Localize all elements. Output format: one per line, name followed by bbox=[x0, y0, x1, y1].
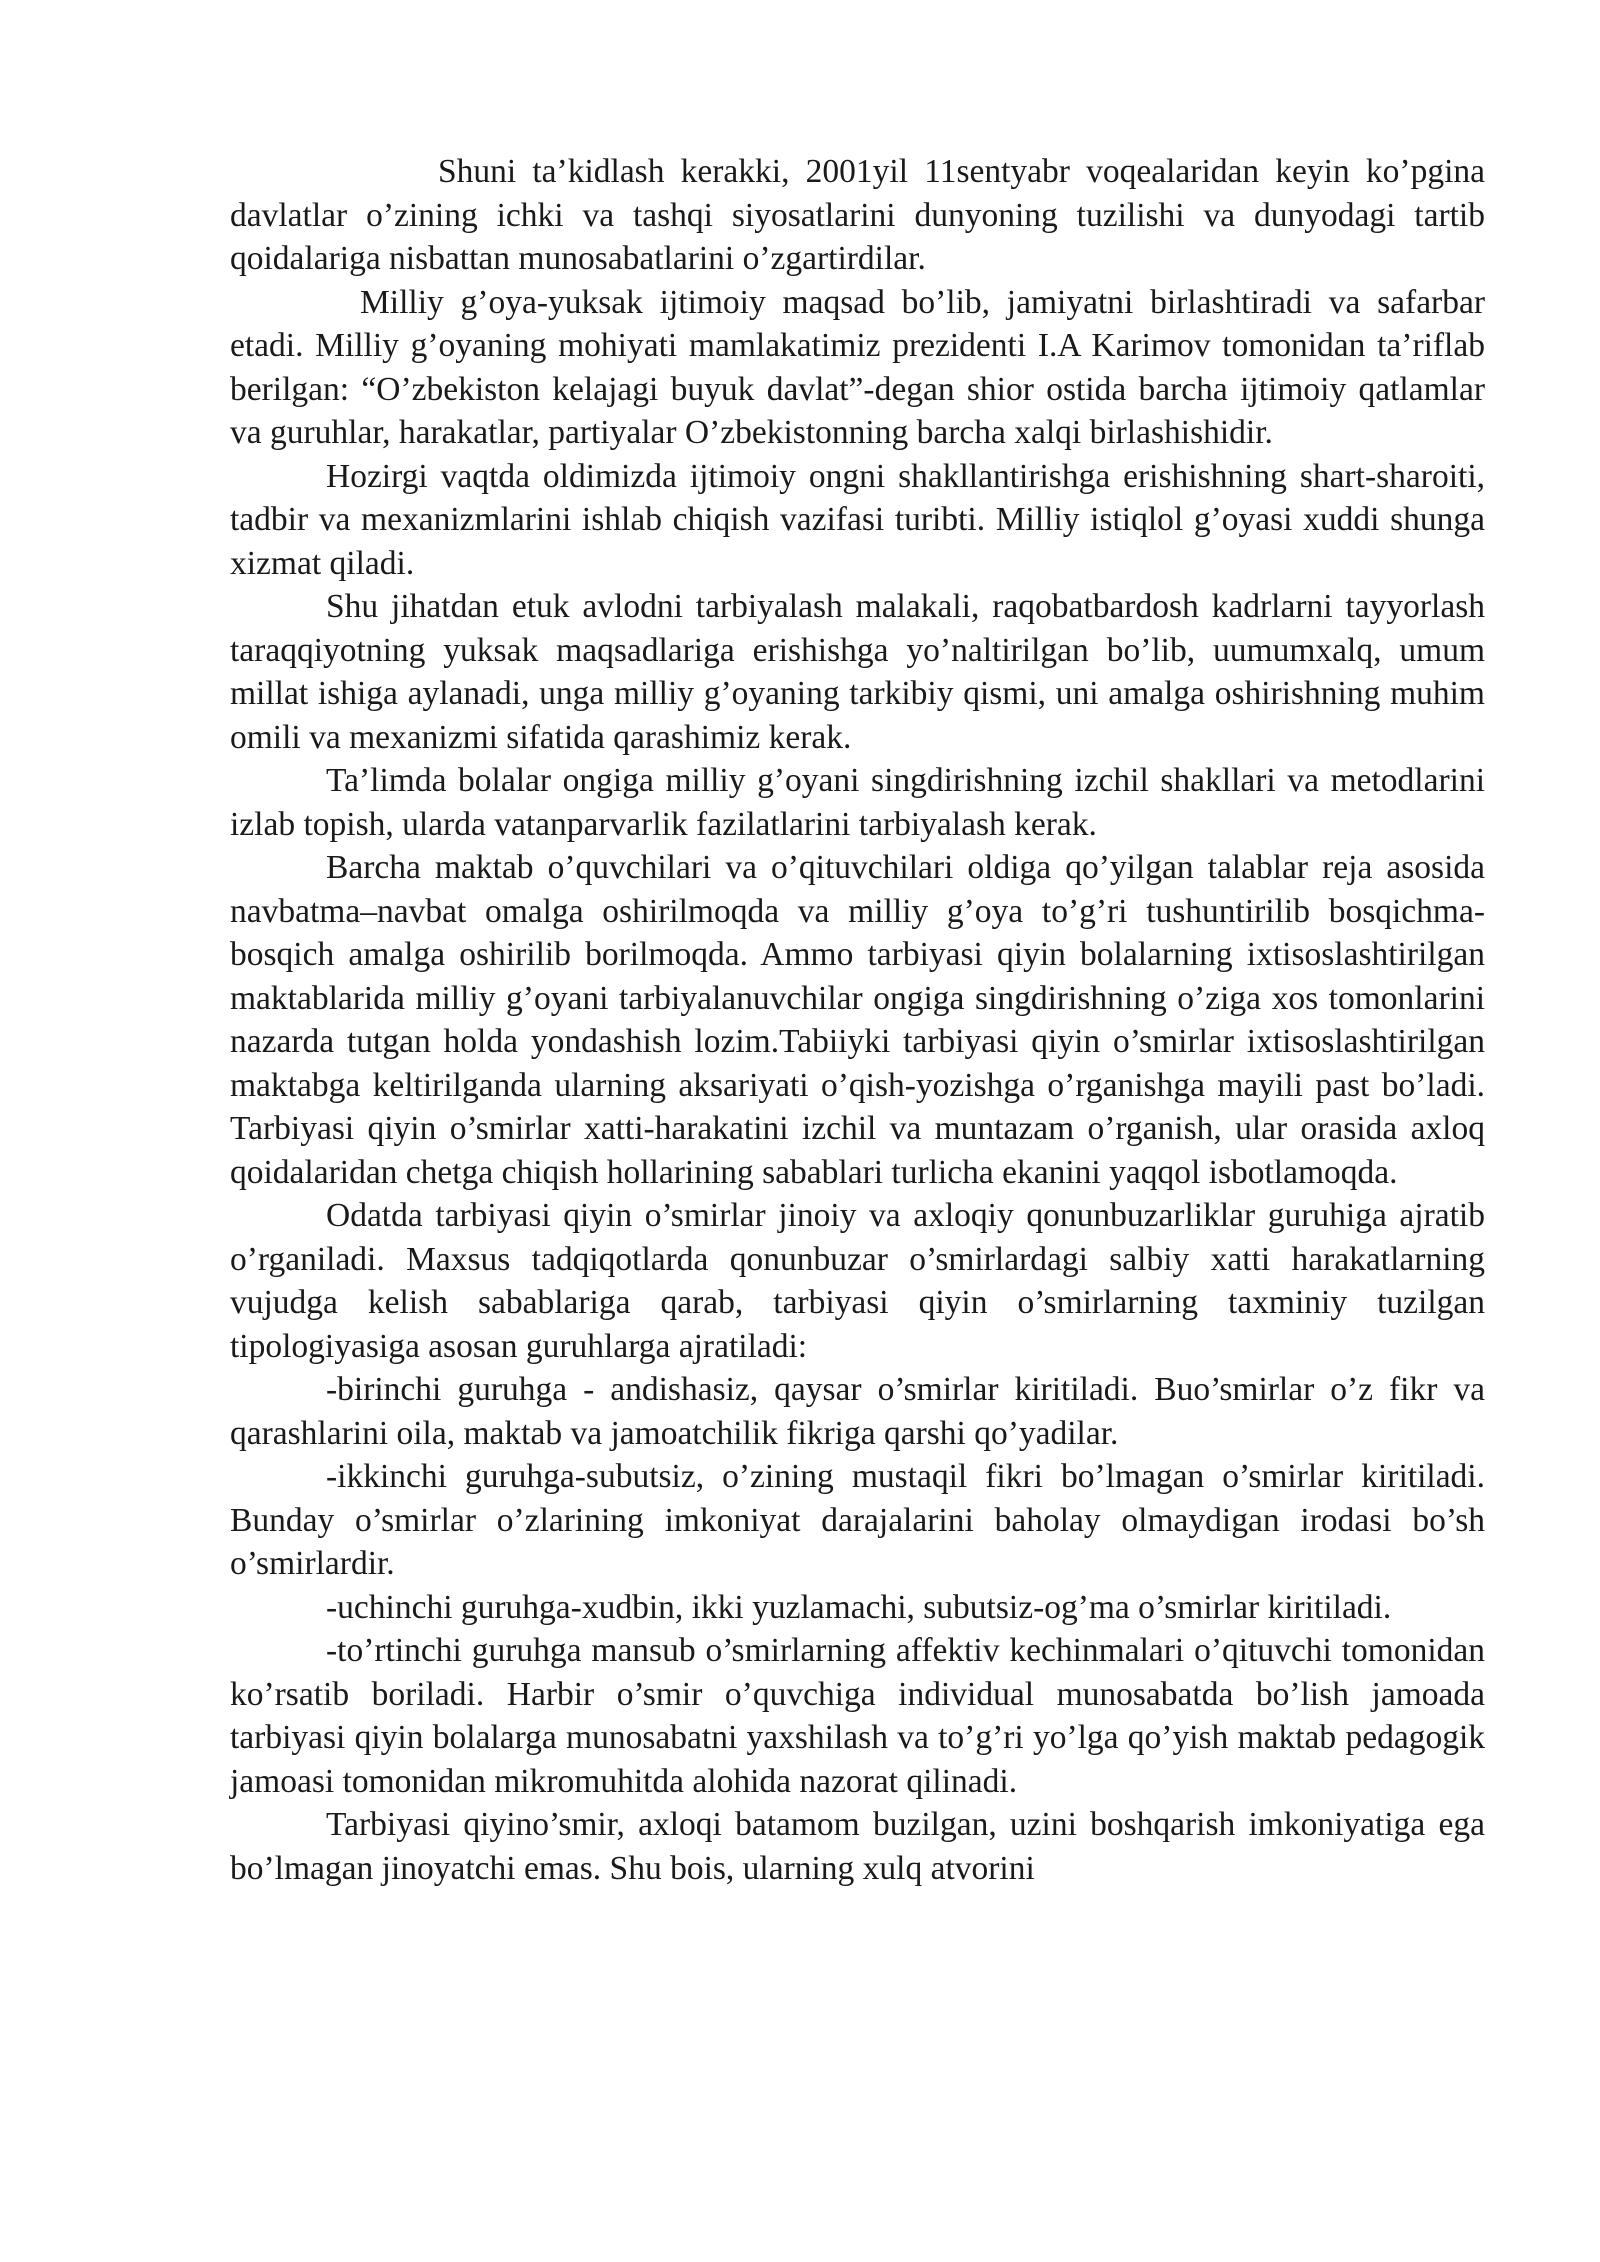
paragraph: Barcha maktab o’quvchilari va o’qituvchilari oldiga qo’yilgan talablar reja asosida navbatma–navbat omalga oshirilmoqda va milliy g’oya to’g’ri tushuntirilib bosqichma-bosqich amalga oshirilib borilmoqda. Ammo tarbiyasi qiyin bolalarning ixtisoslashtirilgan maktablarida milliy g’oyani tarbiyalanuvchilar ongiga singdirishning o’ziga xos tomonlarini nazarda tutgan holda yondashish lozim.Tabiiyki tarbiyasi qiyin o’smirlar ixtisoslashtirilgan maktabga keltirilganda ularning aksariyati o’qish-yozishga o’rganishga mayili past bo’ladi. Tarbiyasi qiyin o’smirlar xatti-harakatini izchil va muntazam o’rganish, ular orasida axloq qoidalaridan chetga chiqish hollarining sabablari turlicha ekanini yaqqol isbotlamoqda. bbox=[230, 849, 1485, 1191]
paragraph: Tarbiyasi qiyino’smir, axloqi batamom buzilgan, uzini boshqarish imkoniyatiga ega bo’lmagan jinoyatchi emas. Shu bois, ularning xulq atvorini bbox=[230, 1806, 1485, 1887]
paragraph: -to’rtinchi guruhga mansub o’smirlarning affektiv kechinmalari o’qituvchi tomonidan ko’rsatib boriladi. Harbir o’smir o’quvchiga individual munosabatda bo’lish jamoada tarbiyasi qiyin bolalarga munosabatni yaxshilash va to’g’ri yo’lga qo’yish maktab pedagogik jamoasi tomonidan mikromuhitda alohida nazorat qilinadi. bbox=[230, 1632, 1485, 1800]
paragraph: -uchinchi guruhga-xudbin, ikki yuzlamachi, subutsiz-og’ma o’smirlar kiritiladi. bbox=[326, 1588, 1392, 1626]
paragraph: Milliy g’oya-yuksak ijtimoiy maqsad bo’lib, jamiyatni birlashtiradi va safarbar etadi. Milliy g’oyaning mohiyati mamlakatimiz prezidenti I.A Karimov tomonidan ta’riflab berilgan: “O’zbekiston kelajagi buyuk davlat”-degan shior ostida barcha ijtimoiy qatlamlar va guruhlar, harakatlar, partiyalar O’zbekistonning barcha xalqi birlashishidir. bbox=[230, 283, 1485, 451]
paragraph: Ta’limda bolalar ongiga milliy g’oyani singdirishning izchil shakllari va metodlarini izlab topish, ularda vatanparvarlik fazilatlarini tarbiyalash kerak. bbox=[230, 762, 1485, 843]
paragraph: -ikkinchi guruhga-subutsiz, o’zining mustaqil fikri bo’lmagan o’smirlar kiritiladi. Bunday o’smirlar o’zlarining imkoniyat darajalarini baholay olmaydigan irodasi bo’sh o’smirlardir. bbox=[230, 1458, 1485, 1582]
paragraph: Shu jihatdan etuk avlodni tarbiyalash malakali, raqobatbardosh kadrlarni tayyorlash taraqqiyotning yuksak maqsadlariga erishishga yo’naltirilgan bo’lib, uumumxalq, umum millat ishiga aylanadi, unga milliy g’oyaning tarkibiy qismi, uni amalga oshirishning muhim omili va mexanizmi sifatida qarashimiz kerak. bbox=[230, 588, 1485, 756]
paragraph: Hozirgi vaqtda oldimizda ijtimoiy ongni shakllantirishga erishishning shart-sharoiti, tadbir va mexanizmlarini ishlab chiqish vazifasi turibti. Milliy istiqlol g’oyasi xuddi shunga xizmat qiladi. bbox=[230, 457, 1485, 582]
paragraph: Shuni ta’kidlash kerakki, 2001yil 11sentyabr voqealaridan keyin ko’pgina davlatlar o’zining ichki va tashqi siyosatlarini dunyoning tuzilishi va dunyodagi tartib qoidalariga nisbattan munosabatlarini o’zgartirdilar. bbox=[230, 153, 1485, 277]
body-text bbox=[230, 150, 1485, 1890]
paragraph: Odatda tarbiyasi qiyin o’smirlar jinoiy va axloqiy qonunbuzarliklar guruhiga ajratib o’rganiladi. Maxsus tadqiqotlarda qonunbuzar o’smirlardagi salbiy xatti harakatlarning vujudga kelish sabablariga qarab, tarbiyasi qiyin o’smirlarning taxminiy tuzilgan tipologiyasiga asosan guruhlarga ajratiladi: bbox=[230, 1197, 1485, 1365]
paragraph: -birinchi guruhga - andishasiz, qaysar o’smirlar kiritiladi. Buo’smirlar o’z fikr va qarashlarini oila, maktab va jamoatchilik fikriga qarshi qo’yadilar. bbox=[230, 1371, 1485, 1452]
